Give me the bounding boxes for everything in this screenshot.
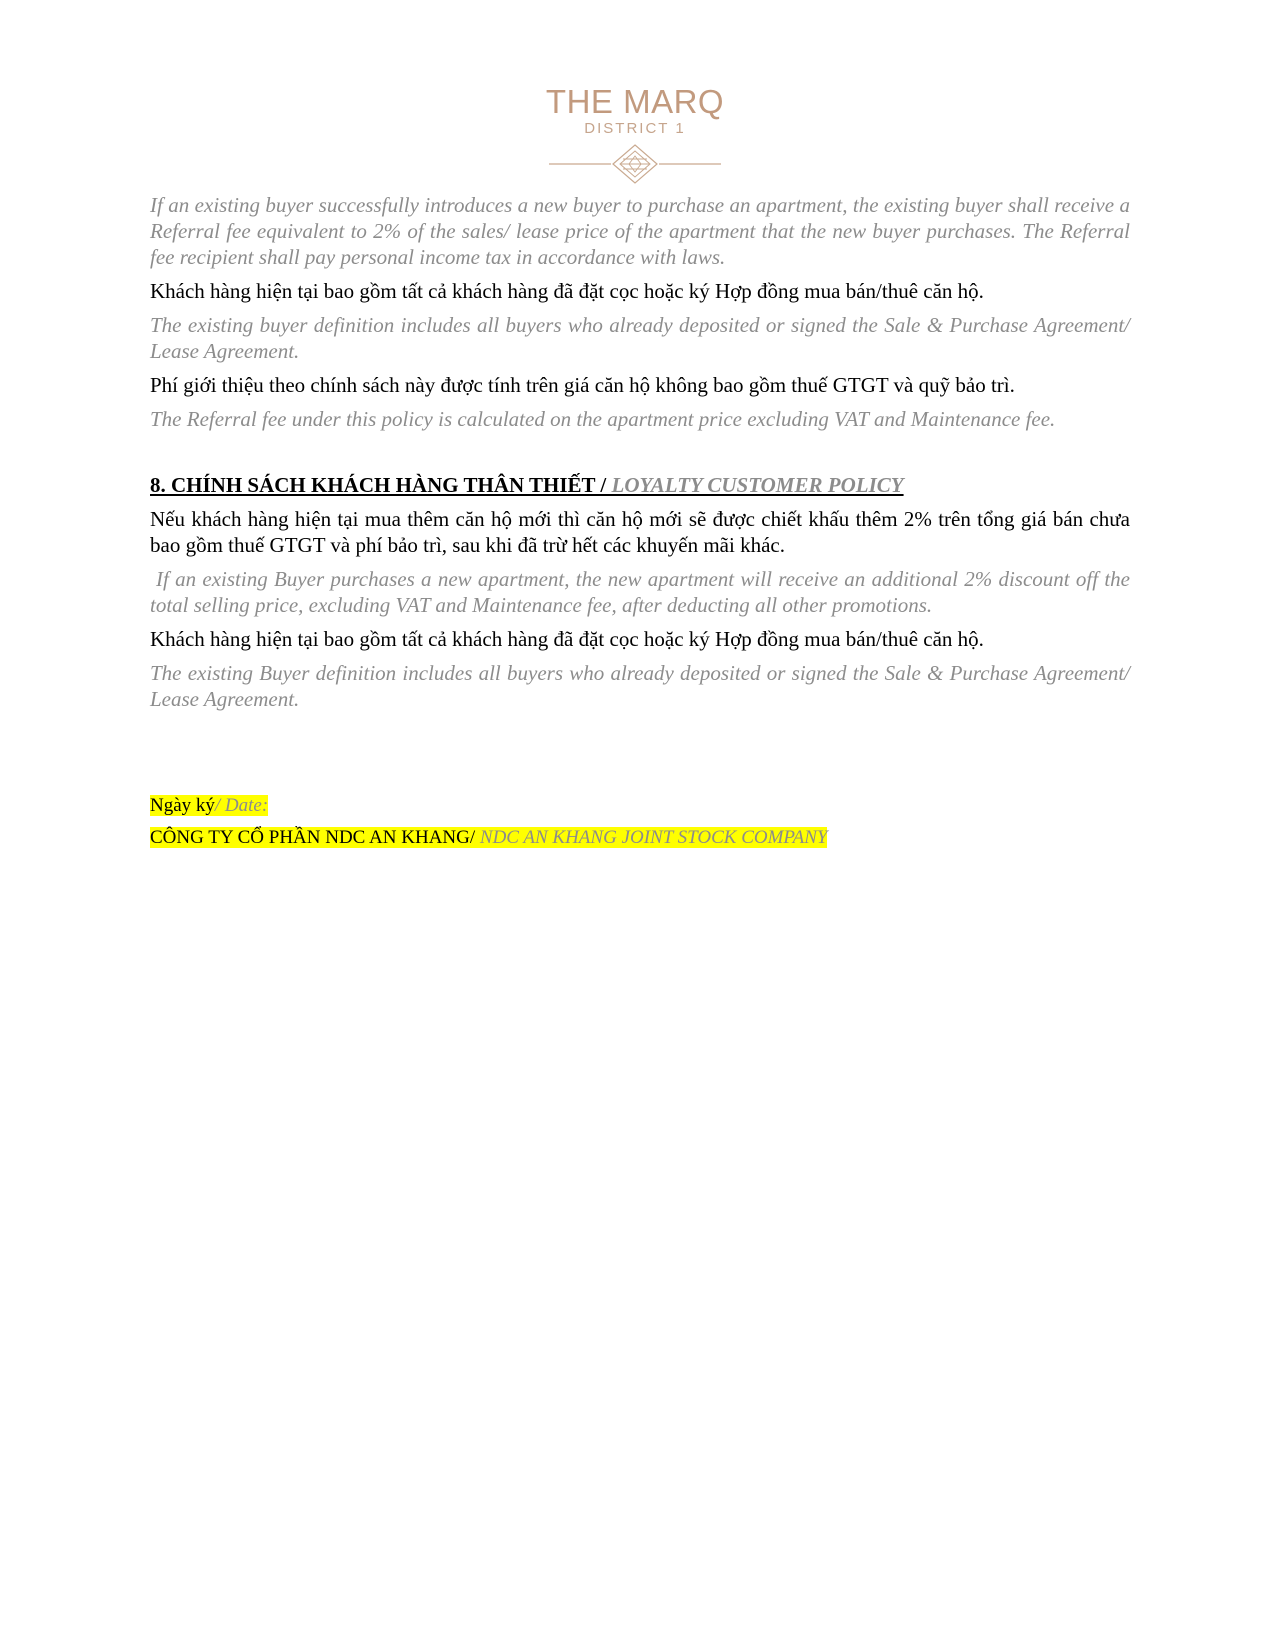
loyalty-discount-vn: Nếu khách hàng hiện tại mua thêm căn hộ mới thì căn hộ mới sẽ được chiết khấu thêm 2% trên tổng giá bán chưa bao gồm thuế GTGT và phí bảo trì, sau khi đã trừ hết các khuyến mãi khác. — [150, 507, 1130, 557]
signature-date-line — [150, 794, 1130, 818]
signature-company-vn: CÔNG TY CỔ PHẦN NDC AN KHANG/ — [150, 827, 480, 848]
logo-subtitle: DISTRICT 1 — [584, 120, 686, 137]
logo-title: THE MARQ — [545, 83, 725, 120]
company-logo — [545, 84, 725, 194]
signature-company-en: NDC AN KHANG JOINT STOCK COMPANY — [479, 827, 828, 848]
signature-company-highlight — [150, 827, 827, 848]
logo-emblem-icon — [549, 144, 721, 188]
existing-buyer-en: The existing buyer definition includes all buyers who already deposited or signed the Sale & Purchase Agreement/ Lease Agreement. — [150, 313, 1130, 363]
loyalty-discount-en: If an existing Buyer purchases a new apartment, the new apartment will receive an additional 2% discount off the total selling price, excluding VAT and Maintenance fee, after deducting all other promotions. — [150, 567, 1130, 617]
section-8-heading — [150, 472, 1130, 498]
signature-date-vn: Ngày ký — [150, 795, 215, 816]
loyalty-existing-buyer-en: The existing Buyer definition includes all buyers who already deposited or signed the Sale & Purchase Agreement/ Lease Agreement. — [150, 661, 1130, 711]
referral-fee-en: If an existing buyer successfully introduces a new buyer to purchase an apartment, the existing buyer shall receive a Referral fee equivalent to 2% of the sales/ lease price of the apartment that the new buyer purchases. The Referral fee recipient shall pay personal income tax in accordance with laws. — [150, 193, 1130, 269]
document-body — [150, 192, 1130, 850]
existing-buyer-vn: Khách hàng hiện tại bao gồm tất cả khách hàng đã đặt cọc hoặc ký Hợp đồng mua bán/thuê căn hộ. — [150, 279, 984, 303]
section-8-heading-en: LOYALTY CUSTOMER POLICY — [611, 473, 904, 497]
referral-fee-basis-en: The Referral fee under this policy is calculated on the apartment price excluding VAT and Maintenance fee. — [150, 407, 1056, 431]
loyalty-existing-buyer-vn: Khách hàng hiện tại bao gồm tất cả khách hàng đã đặt cọc hoặc ký Hợp đồng mua bán/thuê căn hộ. — [150, 627, 984, 651]
referral-fee-basis-vn: Phí giới thiệu theo chính sách này được tính trên giá căn hộ không bao gồm thuế GTGT và quỹ bảo trì. — [150, 373, 1015, 397]
signature-date-en: / Date: — [214, 795, 269, 816]
signature-company-line — [150, 826, 1130, 850]
signature-date-highlight — [150, 795, 268, 816]
section-8-heading-vn: 8. CHÍNH SÁCH KHÁCH HÀNG THÂN THIẾT / — [150, 473, 612, 497]
